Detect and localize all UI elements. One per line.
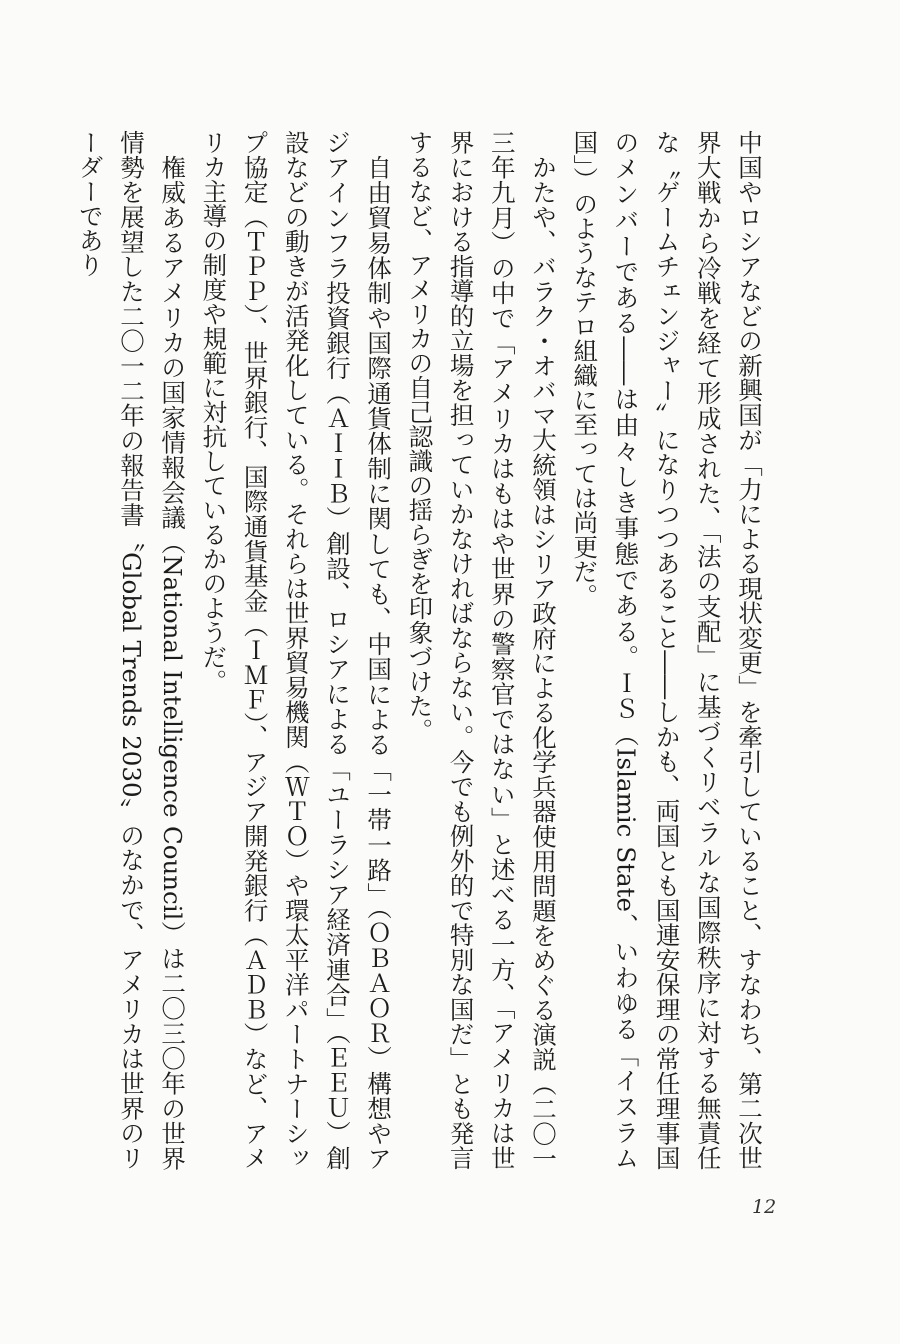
paragraph-4: 権威あるアメリカの国家情報会議（National Intelligence Council）は二〇三〇年の世界情勢を展望した二〇一二年の報告書〝Global Trends 2030〟のなかで、アメリカは世界のリーダーであり — [75, 130, 188, 1170]
page-number: 12 — [752, 1196, 777, 1218]
paragraph-1: 中国やロシアなどの新興国が「力による現状変更」を牽引していること、すなわち、第二次世界大戦から冷戦を経て形成された、「法の支配」に基づくリベラルな国際秩序に対する無責任な〝ゲームチェンジャー〟になりつつあること――しかも、両国とも国連安保理の常任理事国のメンバーである――は由々しき事態である。ＩＳ（Islamic State、いわゆる「イスラム国」）のようなテロ組織に至っては尚更だ。 — [570, 130, 764, 1171]
paragraph-3: 自由貿易体制や国際通貨体制に関しても、中国による「一帯一路」（ＯＢＡＯＲ）構想やアジアインフラ投資銀行（ＡＩＩＢ）創設、ロシアによる「ユーラシア経済連合」（ＥＥＵ）創設などの動きが活発化している。それらは世界貿易機関（ＷＴＯ）や環太平洋パートナーシップ協定（ＴＰＰ）、世界銀行、国際通貨基金（ＩＭＦ）、アジア開発銀行（ＡＤＢ）など、アメリカ主導の制度や規範に対抗しているかのようだ。 — [199, 130, 394, 1171]
paragraph-2: かたや、バラク・オバマ大統領はシリア政府による化学兵器使用問題をめぐる演説（二〇一三年九月）の中で「アメリカはもはや世界の警察官ではない」と述べる一方、「アメリカは世界における指導的立場を担っていかなければならない。今でも例外的で特別な国だ」とも発言するなど、アメリカの自己認識の揺らぎを印象づけた。 — [405, 130, 558, 1171]
vertical-text-body — [75, 130, 770, 1171]
